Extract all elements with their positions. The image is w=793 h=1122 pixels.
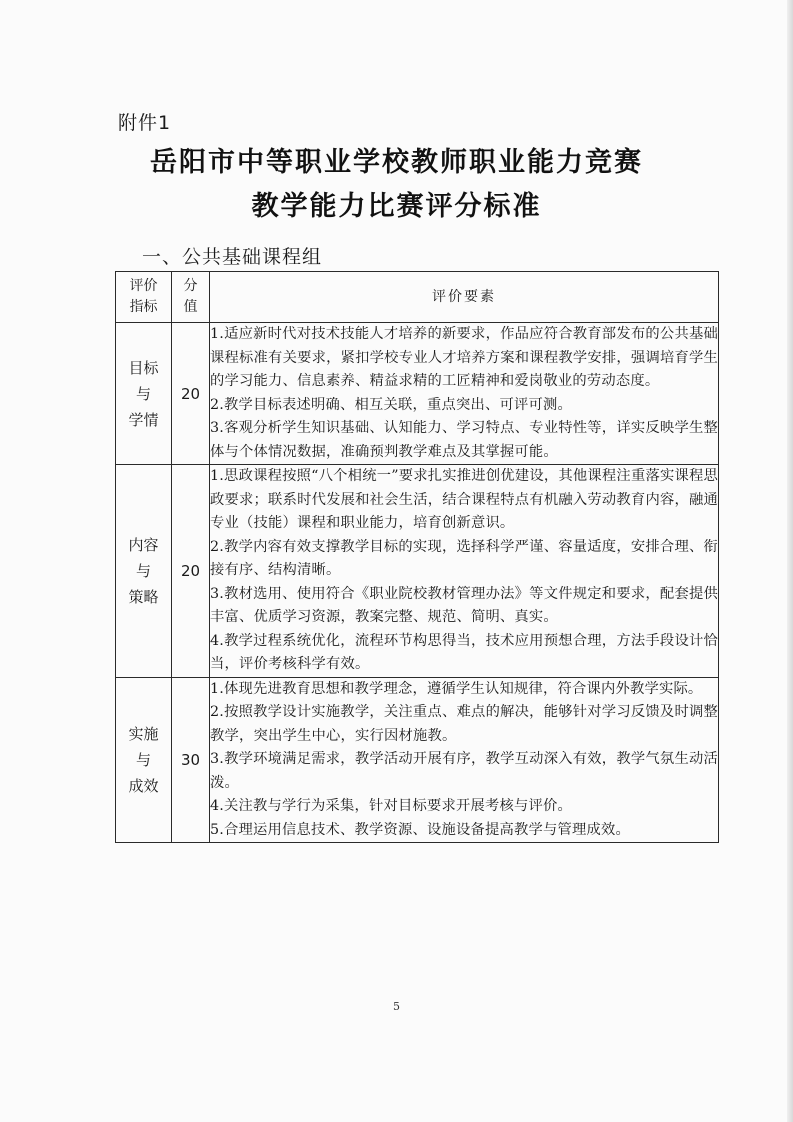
page-number: 5 xyxy=(393,1000,400,1013)
table-row-goals xyxy=(116,323,719,465)
requirement-item: 2.按照教学设计实施教学，关注重点、难点的解决，能够针对学习反馈及时调整教学，突出学生中心，实行因材施教。 xyxy=(210,704,718,744)
indicator-text: 与 xyxy=(135,561,151,580)
requirement-item: 4.关注教与学行为采集，针对目标要求开展考核与评价。 xyxy=(210,798,572,814)
requirements-cell xyxy=(210,677,719,843)
table-row-content xyxy=(116,465,719,678)
indicator-text: 学情 xyxy=(128,410,159,429)
indicator-cell xyxy=(116,465,172,678)
header-points-line-1: 分 xyxy=(183,278,198,294)
requirement-item: 4.教学过程系统优化，流程环节构思得当，技术应用预想合理，方法手段设计恰当，评价考核科学有效。 xyxy=(210,632,718,672)
points-value: 20 xyxy=(172,465,210,678)
scoring-table xyxy=(115,271,719,843)
requirement-item: 2.教学目标表述明确、相互关联，重点突出、可评可测。 xyxy=(210,396,572,413)
header-indicator xyxy=(116,272,172,323)
indicator-text: 与 xyxy=(135,750,151,769)
indicator-text: 实施 xyxy=(128,724,159,743)
requirement-item: 3.客观分析学生知识基础、认知能力、学习特点、专业特性等，详实反映学生整体与个体情况数据，准确预判教学难点及其掌握可能。 xyxy=(210,420,718,460)
points-value: 30 xyxy=(172,677,210,843)
indicator-text: 内容 xyxy=(128,535,159,554)
header-indicator-line-2: 指标 xyxy=(129,299,158,315)
table-row-implementation xyxy=(116,677,719,843)
attachment-label: 附件1 xyxy=(118,112,172,134)
requirements-cell xyxy=(210,465,719,678)
table-header-row xyxy=(116,272,719,323)
document-title-line-1: 岳阳市中等职业学校教师职业能力竞赛 xyxy=(150,147,643,178)
requirement-item: 5.合理运用信息技术、教学资源、设施设备提高教学与管理成效。 xyxy=(210,821,630,838)
indicator-cell xyxy=(116,323,172,465)
requirement-item: 3.教材选用、使用符合《职业院校教材管理办法》等文件规定和要求，配套提供丰富、优质学习资源，教案完整、规范、简明、真实。 xyxy=(210,585,718,625)
section-heading: 一、公共基础课程组 xyxy=(142,246,323,268)
requirement-item: 2.教学内容有效支撑教学目标的实现，选择科学严谨、容量适度，安排合理、衔接有序、结构清晰。 xyxy=(210,538,718,578)
requirement-item: 1.思政课程按照“八个相统一”要求扎实推进创优建设，其他课程注重落实课程思政要求；联系时代发展和社会生活，结合课程特点有机融入劳动教育内容，融通专业（技能）课程和职业能力，培育创新意识。 xyxy=(210,468,718,531)
header-indicator-line-1: 评价 xyxy=(129,278,158,294)
scan-edge-shadow xyxy=(787,0,793,1122)
header-points-line-2: 值 xyxy=(183,299,198,315)
document-title-line-2: 教学能力比赛评分标准 xyxy=(251,191,542,222)
requirement-item: 1.体现先进教育思想和教学理念，遵循学生认知规律，符合课内外教学实际。 xyxy=(210,680,703,697)
indicator-text: 成效 xyxy=(128,776,159,795)
indicator-text: 目标 xyxy=(128,358,159,377)
header-points xyxy=(172,272,210,323)
points-value: 20 xyxy=(172,323,210,465)
indicator-cell xyxy=(116,677,172,843)
indicator-text: 与 xyxy=(135,384,151,403)
requirements-cell xyxy=(210,323,719,465)
indicator-text: 策略 xyxy=(128,587,159,606)
requirement-item: 3.教学环境满足需求，教学活动开展有序，教学互动深入有效，教学气氛生动活泼。 xyxy=(210,751,718,791)
header-requirements: 评价要素 xyxy=(210,272,719,323)
requirement-item: 1.适应新时代对技术技能人才培养的新要求，作品应符合教育部发布的公共基础课程标准有关要求，紧扣学校专业人才培养方案和课程教学安排，强调培育学生的学习能力、信息素养、精益求精的工匠精神和爱岗敬业的劳动态度。 xyxy=(210,326,718,389)
